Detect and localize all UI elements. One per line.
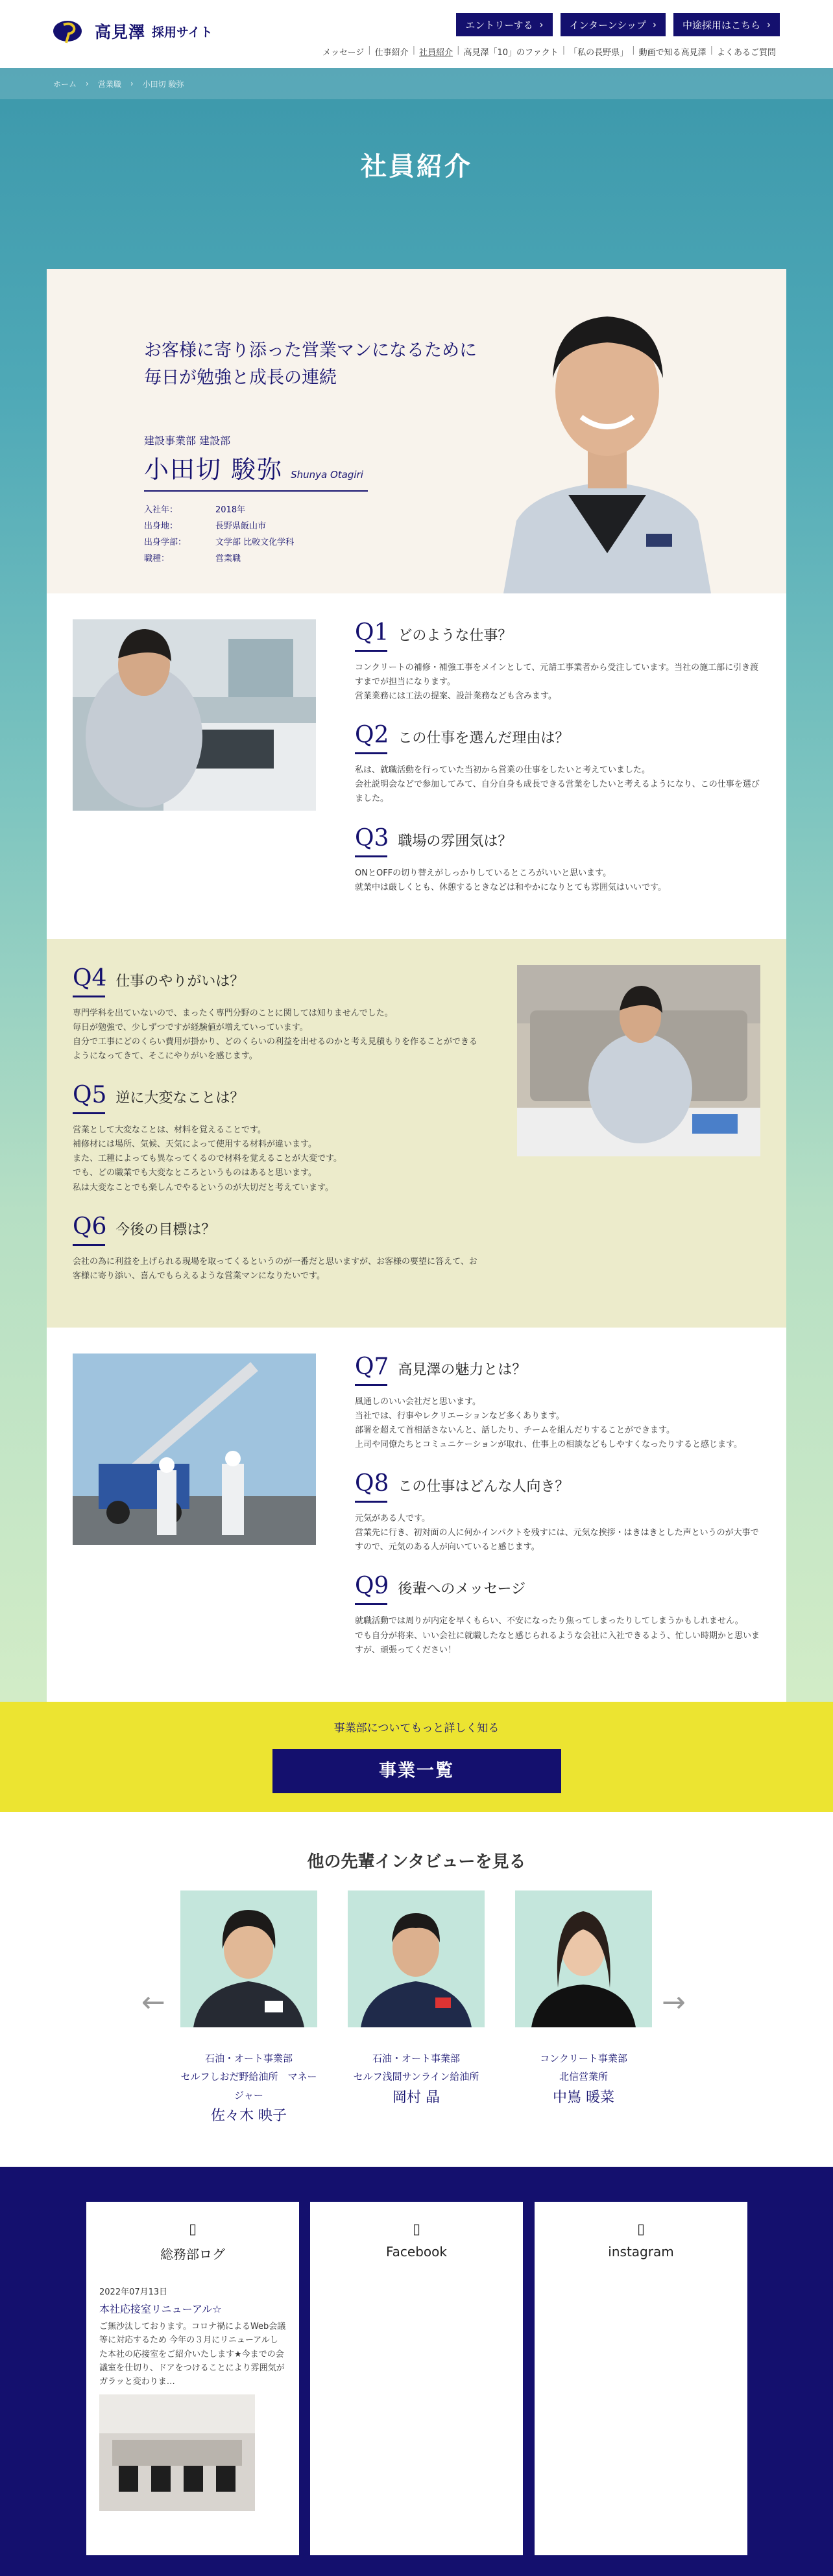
footer-links <box>0 2167 833 2576</box>
profile-key: 出身学部： <box>144 538 187 547</box>
staff-name: 佐々木 映子 <box>211 2108 287 2125</box>
nav-separator: | <box>562 45 566 55</box>
profile-value: 文学部 比較文化学科 <box>215 538 295 547</box>
breadcrumb-separator: › <box>86 79 89 88</box>
nav-separator: | <box>368 45 371 55</box>
qa-item <box>355 722 760 806</box>
nav-item-staff[interactable]: 社員紹介 <box>419 48 453 58</box>
other-interviews <box>0 1812 833 2167</box>
answer-text: 私は、就職活動を行っていた当初から営業の仕事をしたいと考えていました。 会社説明会などで参加してみて、自分自身も成長できる営業をしたいと考えるようになり、この仕事を選びました。 <box>355 765 760 804</box>
profile-row <box>144 535 294 551</box>
interview-hero <box>47 269 786 593</box>
question-number: Q6 <box>73 1213 107 1240</box>
staff-photo <box>348 1890 485 2027</box>
question-number: Q5 <box>73 1082 107 1109</box>
question-number: Q1 <box>355 619 389 646</box>
logo-mark-icon <box>52 17 91 45</box>
hero-catchcopy <box>144 337 477 392</box>
staff-department: 石油・オート事業部 セルフ浅間サンライン給油所 <box>353 2052 479 2083</box>
instagram-card-title: instagram <box>608 2243 674 2260</box>
business-caption: 事業部についてもっと詳しく知る <box>333 1721 500 1735</box>
hero-name-en: Shunya Otagiri <box>291 469 363 481</box>
facebook-card-title: Facebook <box>386 2243 447 2260</box>
breadcrumb <box>0 68 833 99</box>
page-title: 社員紹介 <box>361 152 472 182</box>
question-title: 逆に大変なことは？ <box>115 1090 245 1107</box>
nav-separator: | <box>412 45 416 55</box>
logo-sub: 採用サイト <box>152 25 213 40</box>
question-underline <box>355 1603 387 1605</box>
profile-value: 2018年 <box>215 505 246 515</box>
qa-item <box>355 825 760 895</box>
qa-block-2 <box>47 939 786 1328</box>
site-header <box>0 0 833 68</box>
question-underline <box>73 1244 105 1246</box>
blog-date: 2022年07月13日 <box>99 2287 168 2297</box>
question-title: 職場の雰囲気は？ <box>398 833 513 850</box>
staff-name: 岡村 晶 <box>392 2089 440 2106</box>
question-number: Q3 <box>355 824 389 852</box>
question-underline <box>355 650 387 652</box>
qa-item <box>355 1470 760 1555</box>
profile-row <box>144 519 294 535</box>
qa-list-3 <box>355 1354 760 1676</box>
qa-list-2 <box>73 965 478 1302</box>
staff-carousel <box>180 1890 652 2125</box>
question-title: どのような仕事？ <box>398 628 513 644</box>
qa-block-1 <box>47 593 786 939</box>
working-at-desk-photo <box>73 619 316 811</box>
blog-card-title: 総務部ログ <box>160 2246 225 2262</box>
instagram-card[interactable] <box>535 2202 747 2555</box>
carousel-next-arrow-icon[interactable]: → <box>662 1985 686 2019</box>
profile-key: 出身地： <box>144 521 178 531</box>
other-interviews-title: 他の先輩インタビューを見る <box>307 1852 526 1872</box>
profile-value: 長野県飯山市 <box>215 521 267 531</box>
staff-name: 中嶌 暖菜 <box>553 2089 614 2106</box>
breadcrumb-separator: › <box>130 79 134 88</box>
qa-list-1 <box>355 619 760 913</box>
question-underline <box>73 1112 105 1114</box>
profile-row <box>144 503 294 519</box>
profile-key: 入社年： <box>144 505 178 515</box>
staff-department: 石油・オート事業部 セルフしおだ野給油所 マネージャー <box>180 2052 317 2101</box>
nav-separator: | <box>457 45 460 55</box>
meeting-sofa-photo <box>517 965 760 1156</box>
midcareer-button-label: 中途採用はこちら <box>682 19 760 31</box>
question-number: Q8 <box>355 1470 389 1497</box>
answer-text: 元気がある人です。 営業先に行き、初対面の人に何かインパクトを残すには、元気な挨拶・はきはきとした声というのが大事ですので、元気のある人が向いていると感じます。 <box>355 1514 759 1553</box>
site-logo[interactable] <box>52 17 213 45</box>
nav-item-jobs[interactable]: 仕事紹介 <box>374 48 409 58</box>
interview-card <box>47 269 786 1702</box>
nav-item-faq[interactable]: よくあるご質問 <box>716 48 776 58</box>
hero-portrait-image <box>490 281 724 593</box>
chevron-right-icon: › <box>652 19 657 30</box>
profile-value: 営業職 <box>215 554 241 564</box>
qa-item <box>73 1082 478 1195</box>
answer-text: ONとOFFの切り替えがしっかりしているところがいいと思います。 就業中は厳しくとも、休憩するときなどは和やかになりとても雰囲気はいいです。 <box>355 868 666 892</box>
business-list-button[interactable]: 事業一覧 <box>272 1749 561 1793</box>
profile-key: 職種： <box>144 554 170 564</box>
answer-text: 専門学科を出ていないので、まったく専門分野のことに関しては知りませんでした。 毎日が勉強で、少しずつですが経験値が増えていっています。 自分で工事にどのくらい費用が掛かり、どのくらいの利益を出せるのかと考え見積もりを作ることができるようになってきて、そこにやりがいを感じます。 <box>73 1008 478 1062</box>
question-number: Q4 <box>73 964 107 992</box>
profile-row <box>144 551 294 567</box>
qa-block-3 <box>47 1328 786 1702</box>
question-underline <box>355 855 387 857</box>
midcareer-button[interactable] <box>673 13 780 36</box>
answer-text: コンクリートの補修・補強工事をメインとして、元請工事業者から受注しています。当社の施工部に引き渡すまでが担当になります。 営業業務には工法の提案、設計業務なども含みます。 <box>355 663 759 702</box>
answer-text: 営業として大変なことは、材料を覚えることです。 補修材には場所、気候、天気によって使用する材料が違います。 また、工種によっても異なってくるので材料を覚えることが大変です。 でも、どの職業でも大変なところというものはあると思います。 私は大変なことでも楽しんでやるというのが大切だと考えています。 <box>73 1125 342 1193</box>
blog-excerpt: ご無沙汰しております。コロナ禍によるWeb会議等に対応するため 今年の３月にリニューアルした本社の応接室をご紹介いたします★今までの会議室を仕切り、ドアをつけることにより雰囲気がガラッと変わりま… <box>99 2321 286 2387</box>
question-number: Q2 <box>355 722 389 749</box>
question-title: この仕事を選んだ理由は？ <box>398 730 570 747</box>
internship-button[interactable] <box>561 13 666 36</box>
staff-card[interactable] <box>180 1890 317 2125</box>
question-title: 仕事のやりがいは？ <box>115 973 245 990</box>
business-section <box>0 1702 833 1812</box>
entry-button-label: エントリーする <box>465 19 533 31</box>
staff-photo <box>515 1890 652 2027</box>
breadcrumb-current: 小田切 駿弥 <box>142 79 184 89</box>
logo-text: 高見澤 <box>95 23 146 42</box>
main-content <box>0 68 833 1702</box>
qa-item <box>73 1213 478 1283</box>
answer-text: 就職活動では周りが内定を早くもらい、不安になったり焦ってしまったりしてしまうかもしれません。 でも自分が将来、いい会社に就職したなと感じられるような会社に入社できるよう、忙しい時期かと思いますが、頑張ってください！ <box>355 1616 760 1655</box>
hero-catch-line1: お客様に寄り添った営業マンになるために <box>144 340 477 361</box>
answer-text: 会社の為に利益を上げられる現場を取ってくるというのが一番だと思いますが、お客様の要望に答えて、お客様に寄り添い、喜んでもらえるような営業マンになりたいです。 <box>73 1256 477 1281</box>
question-underline <box>355 752 387 754</box>
hero-name <box>144 449 368 492</box>
question-underline <box>355 1501 387 1503</box>
nav-separator: | <box>632 45 635 55</box>
breadcrumb-category[interactable]: 営業職 <box>97 79 121 89</box>
hero-profile <box>144 503 294 567</box>
staff-card[interactable] <box>515 1890 652 2125</box>
staff-department: コンクリート事業部 北信営業所 <box>540 2052 627 2083</box>
qa-item <box>355 1354 760 1452</box>
instagram-icon: ▯ <box>636 2221 646 2237</box>
hero-catch-line2: 毎日が勉強と成長の連続 <box>144 367 337 388</box>
question-title: この仕事はどんな人向き？ <box>398 1479 570 1496</box>
hero-name-jp: 小田切 駿弥 <box>144 455 284 484</box>
internship-button-label: インターンシップ <box>569 19 646 31</box>
blog-thumbnail <box>99 2394 255 2511</box>
chevron-right-icon: › <box>767 19 771 30</box>
staff-card[interactable] <box>348 1890 485 2125</box>
question-title: 高見澤の魅力とは？ <box>398 1361 527 1378</box>
nav-separator: | <box>710 45 713 55</box>
blog-icon: ▯ <box>188 2221 197 2237</box>
question-number: Q7 <box>355 1353 389 1380</box>
carousel-prev-arrow-icon[interactable]: ← <box>141 1985 165 2019</box>
nav-item-message[interactable]: メッセージ <box>322 48 365 58</box>
question-underline <box>355 1384 387 1386</box>
blog-title[interactable]: 本社応接室リニューアル☆ <box>99 2302 222 2315</box>
nav-item-video[interactable]: 動画で知る高見澤 <box>638 48 706 58</box>
question-title: 後輩へのメッセージ <box>398 1581 526 1598</box>
global-nav <box>319 45 780 58</box>
entry-button[interactable] <box>456 13 552 36</box>
qa-item <box>73 965 478 1064</box>
crane-site-photo <box>73 1354 316 1545</box>
blog-card[interactable] <box>86 2202 299 2555</box>
top-buttons <box>456 13 780 36</box>
staff-photo <box>180 1890 317 2027</box>
answer-text: 風通しのいい会社だと思います。 当社では、行事やレクリエーションなど多くあります。 部署を超えて首相話さないんと、話したり、チームを組んだりすることができます。 上司や同僚たちとコミュニケーションが取れ、仕事上の相談などもしやすくなったりすると感じます。 <box>355 1396 742 1450</box>
facebook-icon: ▯ <box>412 2221 421 2237</box>
facebook-card[interactable] <box>310 2202 523 2555</box>
question-underline <box>73 996 105 997</box>
chevron-right-icon: › <box>539 19 544 30</box>
nav-item-nagano[interactable]: 「私の長野県」 <box>569 48 629 58</box>
question-number: Q9 <box>355 1573 389 1600</box>
breadcrumb-home[interactable]: ホーム <box>53 79 77 89</box>
nav-item-facts[interactable]: 高見澤「10」のファクト <box>463 48 559 58</box>
blog-entry[interactable] <box>86 2285 299 2514</box>
qa-item <box>355 619 760 704</box>
qa-item <box>355 1573 760 1657</box>
hero-department: 建設事業部 建設部 <box>144 435 231 447</box>
question-title: 今後の目標は？ <box>115 1221 216 1238</box>
